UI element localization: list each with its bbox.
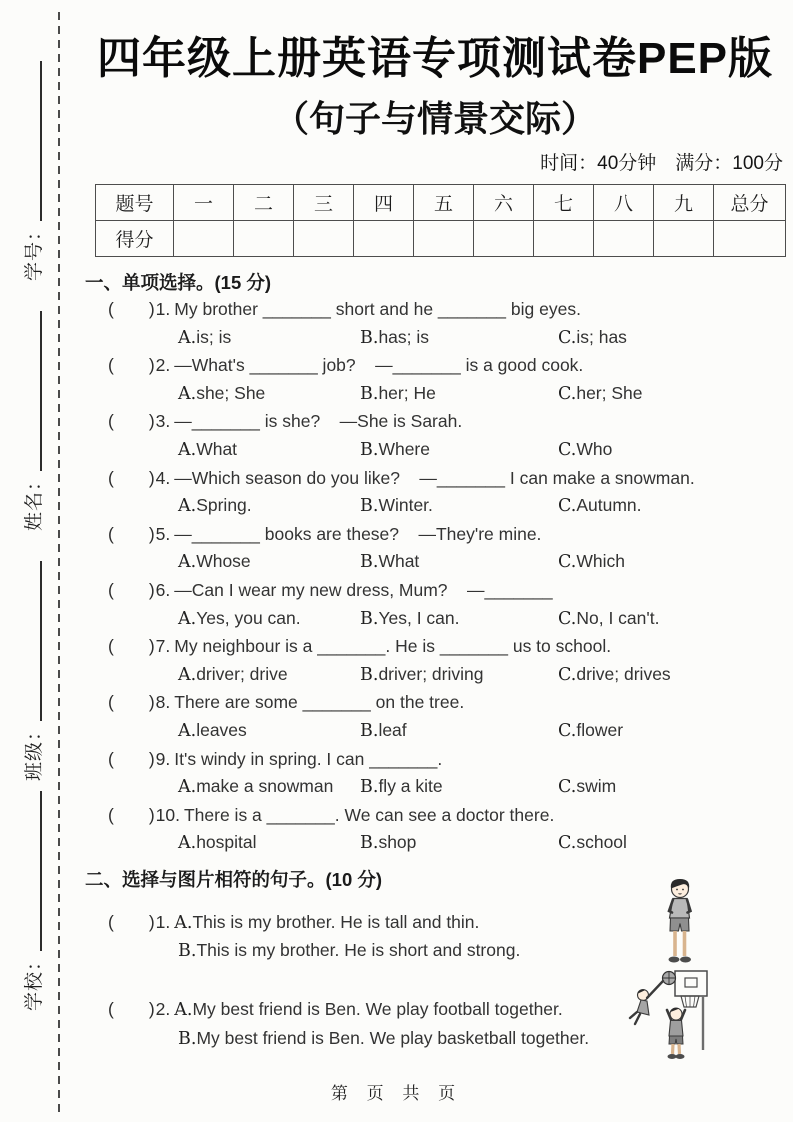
question-line — [85, 521, 785, 549]
options-row — [85, 717, 785, 746]
options-row — [85, 324, 785, 353]
question-number: 1. — [155, 911, 171, 932]
option-letter: C. — [558, 720, 577, 741]
question-8 — [85, 689, 785, 745]
score-table-score-row — [96, 221, 786, 257]
question-number: 2. — [155, 355, 171, 376]
kids-playing-basketball-illustration — [628, 968, 718, 1065]
student-id-label: 学号： — [24, 220, 45, 281]
score-table-col: 七 — [534, 185, 594, 221]
option-letter: A. — [178, 720, 197, 741]
answer-parentheses: ( ) — [108, 467, 155, 488]
answer-parentheses: ( ) — [108, 911, 155, 932]
question-number: 7. — [155, 636, 171, 657]
question-line — [85, 296, 785, 324]
option-text: shop — [378, 832, 417, 853]
options-row — [85, 436, 785, 465]
options-row — [85, 492, 785, 521]
option-text: Which — [576, 551, 625, 572]
option-b — [360, 436, 558, 465]
option-text: Yes, I can. — [378, 607, 460, 628]
question-text: —_______ books are these? —They're mine. — [174, 523, 542, 544]
option-b-text: This is my brother. He is short and strong. — [196, 940, 521, 961]
question-number: 8. — [155, 692, 171, 713]
option-a-text: This is my brother. He is tall and thin. — [192, 911, 480, 932]
option-letter: C. — [558, 777, 577, 798]
option-text: Where — [378, 438, 430, 459]
option-text: is; is — [196, 326, 232, 347]
option-text: school — [576, 832, 627, 853]
school-label: 学校： — [24, 950, 45, 1011]
option-c — [558, 773, 785, 802]
question-4 — [85, 465, 785, 521]
question-text: My neighbour is a _______. He is _______ us to school. — [174, 636, 612, 657]
section-2-heading: 二、选择与图片相符的句子。(10 分) — [85, 868, 383, 890]
option-a — [178, 548, 360, 577]
option-b — [360, 324, 558, 353]
question-text: There are some _______ on the tree. — [174, 692, 465, 713]
score-cell — [174, 221, 234, 257]
score-table-col: 六 — [474, 185, 534, 221]
option-text: Who — [576, 438, 613, 459]
answer-parentheses: ( ) — [108, 692, 155, 713]
option-letter: B. — [178, 1028, 197, 1049]
page-title: 四年级上册英语专项测试卷PEP版 — [96, 34, 774, 83]
option-text: leaf — [378, 719, 407, 740]
option-letter: B. — [360, 777, 379, 798]
score-cell — [234, 221, 294, 257]
option-a — [178, 436, 360, 465]
question-6 — [85, 577, 785, 633]
question-line — [85, 633, 785, 661]
option-letter: B. — [360, 720, 379, 741]
option-text: driver; driving — [378, 663, 484, 684]
option-text: Whose — [196, 551, 251, 572]
options-row — [85, 548, 785, 577]
option-text: driver; drive — [196, 663, 288, 684]
question-text: There is a _______. We can see a doctor there. — [183, 804, 555, 825]
sidebar-field-class — [20, 561, 46, 781]
score-cell — [594, 221, 654, 257]
question-text: —Which season do you like? —_______ I can make a snowman. — [174, 467, 695, 488]
answer-parentheses: ( ) — [108, 748, 155, 769]
option-text: swim — [576, 776, 617, 797]
option-text: hospital — [196, 832, 257, 853]
answer-parentheses: ( ) — [108, 411, 155, 432]
option-text: What — [196, 438, 238, 459]
question-text: —What's _______ job? —_______ is a good cook. — [174, 355, 584, 376]
option-letter: A. — [174, 1000, 193, 1021]
option-letter: B. — [360, 833, 379, 854]
option-b — [360, 773, 558, 802]
score-table — [95, 184, 786, 257]
option-text: has; is — [378, 326, 430, 347]
question-2 — [85, 352, 785, 408]
option-letter: B. — [178, 941, 197, 962]
binding-dashed-line — [58, 12, 60, 1117]
option-b — [360, 829, 558, 858]
option-letter: A. — [174, 912, 193, 933]
option-c — [558, 380, 785, 409]
option-text: make a snowman — [196, 776, 334, 797]
section-1-heading: 一、单项选择。(15 分) — [85, 272, 272, 293]
sidebar-field-student-id — [20, 61, 46, 281]
option-letter: A. — [178, 552, 197, 573]
option-a — [178, 829, 360, 858]
option-letter: A. — [178, 327, 197, 348]
score-table-col: 总分 — [714, 185, 786, 221]
question-line — [85, 577, 785, 605]
option-text: Yes, you can. — [196, 607, 301, 628]
score-table-col: 八 — [594, 185, 654, 221]
score-cell — [474, 221, 534, 257]
sidebar-field-school — [20, 791, 46, 1011]
footer-page-label: 第 页 共 页 — [330, 1084, 463, 1103]
score-cell — [534, 221, 594, 257]
option-letter: A. — [178, 608, 197, 629]
option-letter: B. — [360, 383, 379, 404]
class-label: 班级： — [24, 720, 45, 781]
exam-meta: 时间：40分钟 满分：100分 — [540, 153, 783, 174]
option-b — [360, 492, 558, 521]
option-c — [558, 661, 785, 690]
option-c — [558, 605, 785, 634]
question-number: 1. — [155, 299, 171, 319]
option-c — [558, 717, 785, 746]
question-line — [85, 352, 785, 380]
score-table-col: 四 — [354, 185, 414, 221]
option-letter: A. — [178, 664, 197, 685]
option-b — [360, 661, 558, 690]
option-b — [360, 380, 558, 409]
option-a — [178, 324, 360, 353]
question-number: 5. — [155, 523, 171, 544]
question-line — [85, 802, 785, 830]
option-text: is; has — [576, 326, 627, 347]
options-row — [85, 829, 785, 858]
option-letter: B. — [360, 608, 379, 629]
score-cell — [414, 221, 474, 257]
score-table-row-label: 得分 — [96, 221, 174, 257]
option-letter: C. — [558, 552, 577, 573]
option-a — [178, 661, 360, 690]
option-text: her; She — [576, 382, 643, 403]
option-b-text: My best friend is Ben. We play basketball together. — [196, 1027, 590, 1048]
question-text: It's windy in spring. I can _______. — [174, 748, 443, 769]
option-c — [558, 548, 785, 577]
option-c — [558, 436, 785, 465]
options-row — [85, 661, 785, 690]
school-write-line — [40, 791, 42, 951]
answer-parentheses: ( ) — [108, 299, 155, 319]
question-number: 6. — [155, 579, 171, 600]
tall-thin-boy-illustration — [656, 876, 702, 971]
score-table-col: 一 — [174, 185, 234, 221]
option-text: leaves — [196, 719, 247, 740]
answer-parentheses: ( ) — [108, 636, 155, 657]
question-9 — [85, 746, 785, 802]
name-write-line — [40, 311, 42, 471]
option-text: Autumn. — [576, 495, 642, 516]
option-a — [178, 492, 360, 521]
score-table-col: 五 — [414, 185, 474, 221]
option-b — [360, 717, 558, 746]
option-letter: C. — [558, 383, 577, 404]
option-letter: A. — [178, 383, 197, 404]
answer-parentheses: ( ) — [108, 355, 155, 376]
answer-parentheses: ( ) — [108, 523, 155, 544]
options-row — [85, 380, 785, 409]
option-c — [558, 492, 785, 521]
page-subtitle: （句子与情景交际） — [272, 98, 597, 139]
question-number: 10. — [155, 804, 180, 825]
option-b — [360, 605, 558, 634]
score-cell — [714, 221, 786, 257]
option-c — [558, 324, 785, 353]
score-table-col: 二 — [234, 185, 294, 221]
option-text: fly a kite — [378, 776, 443, 797]
question-number: 2. — [155, 999, 171, 1020]
question-line — [85, 408, 785, 436]
question-number: 9. — [155, 748, 171, 769]
option-letter: A. — [178, 439, 197, 460]
option-text: drive; drives — [576, 663, 671, 684]
question-text: My brother _______ short and he _______ big eyes. — [174, 299, 581, 319]
question-line — [85, 465, 785, 493]
option-text: flower — [576, 719, 624, 740]
option-letter: C. — [558, 327, 577, 348]
score-table-col: 九 — [654, 185, 714, 221]
score-cell — [294, 221, 354, 257]
question-10 — [85, 802, 785, 858]
question-7 — [85, 633, 785, 689]
option-letter: A. — [178, 833, 197, 854]
option-a — [178, 605, 360, 634]
option-text: her; He — [378, 382, 436, 403]
answer-parentheses: ( ) — [108, 804, 155, 825]
option-letter: B. — [360, 327, 379, 348]
option-a-text: My best friend is Ben. We play football together. — [192, 999, 563, 1020]
score-table-row-label: 题号 — [96, 185, 174, 221]
option-text: No, I can't. — [576, 607, 660, 628]
question-line — [85, 746, 785, 774]
sidebar-field-name — [20, 311, 46, 531]
student-id-write-line — [40, 61, 42, 221]
option-letter: A. — [178, 777, 197, 798]
option-c — [558, 829, 785, 858]
answer-parentheses: ( ) — [108, 579, 155, 600]
option-letter: B. — [360, 496, 379, 517]
option-text: Spring. — [196, 495, 252, 516]
option-letter: B. — [360, 664, 379, 685]
option-text: she; She — [196, 382, 266, 403]
score-cell — [654, 221, 714, 257]
option-letter: C. — [558, 833, 577, 854]
option-letter: B. — [360, 439, 379, 460]
option-a — [178, 380, 360, 409]
score-table-header-row — [96, 185, 786, 221]
option-letter: C. — [558, 608, 577, 629]
score-table-col: 三 — [294, 185, 354, 221]
question-number: 3. — [155, 411, 171, 432]
class-write-line — [40, 561, 42, 721]
option-letter: C. — [558, 439, 577, 460]
option-letter: C. — [558, 664, 577, 685]
name-label: 姓名： — [24, 470, 45, 531]
option-text: What — [378, 551, 420, 572]
option-a — [178, 773, 360, 802]
score-cell — [354, 221, 414, 257]
options-row — [85, 773, 785, 802]
options-row — [85, 605, 785, 634]
option-b — [360, 548, 558, 577]
answer-parentheses: ( ) — [108, 999, 155, 1020]
option-letter: C. — [558, 496, 577, 517]
option-a — [178, 717, 360, 746]
question-3 — [85, 408, 785, 464]
question-text: —Can I wear my new dress, Mum? —_______ — [174, 579, 553, 600]
question-1 — [85, 296, 785, 352]
question-line — [85, 689, 785, 717]
option-letter: B. — [360, 552, 379, 573]
option-letter: A. — [178, 496, 197, 517]
question-5 — [85, 521, 785, 577]
question-number: 4. — [155, 467, 171, 488]
question-text: —_______ is she? —She is Sarah. — [174, 411, 463, 432]
option-text: Winter. — [378, 495, 433, 516]
